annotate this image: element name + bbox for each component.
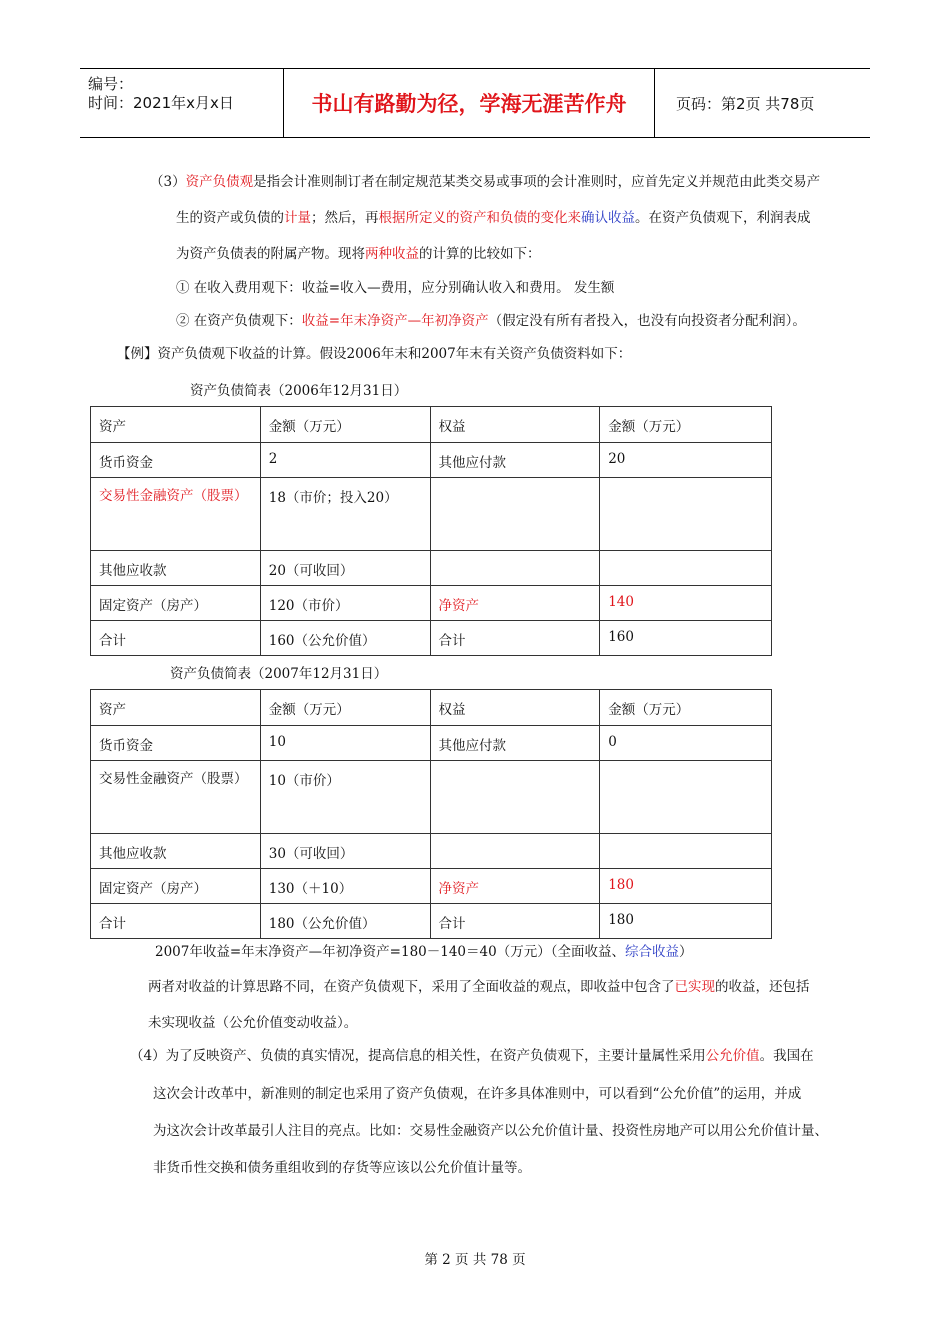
table-row: [91, 726, 772, 761]
table-cell: 净资产: [430, 869, 600, 904]
table-row: [91, 443, 772, 478]
example-text: 【例】资产负债观下收益的计算。假设2006年末和2007年末有关资产负债资料如下：: [117, 346, 632, 362]
table-cell: 2: [260, 443, 430, 478]
table-cell: [600, 761, 772, 834]
table-cell: 其他应收款: [91, 551, 261, 586]
table2-caption: 资产负债简表（2007年12月31日）: [170, 666, 388, 682]
table-cell: 交易性金融资产（股票）: [91, 478, 261, 551]
para3-line1-rest: 是指会计准则制订者在制定规范某类交易或事项的会计准则时，应首先定义并规范由此类交易产: [253, 174, 821, 190]
para3-line3-c: 的计算的比较如下：: [419, 246, 541, 262]
table-row: [91, 834, 772, 869]
table-row: [91, 904, 772, 939]
para3-item2-b: 收益=年末净资产—年初净资产: [301, 313, 489, 329]
para3-item2-c: （假定没有所有者投入，也没有向投资者分配利润）。: [488, 313, 806, 329]
table-header-cell: 金额（万元）: [260, 407, 430, 443]
table-cell: 其他应付款: [430, 726, 600, 761]
para3-item1: ① 在收入费用观下：收益=收入—费用，应分别确认收入和费用。 发生额: [176, 280, 615, 296]
para3-line2-b: 计量: [284, 210, 311, 226]
page-info-text: 页码：第2页 共78页: [676, 94, 815, 113]
table-cell: 货币资金: [91, 726, 261, 761]
para3-line2-f: 。在资产负债观下，利润表成: [635, 210, 811, 226]
para3-item2-a: ② 在资产负债观下：: [176, 313, 302, 329]
table-cell: 0: [600, 726, 772, 761]
table-cell: 160（公允价值）: [260, 621, 430, 656]
table-cell: [430, 834, 600, 869]
table-cell: 30（可收回）: [260, 834, 430, 869]
table-cell: 180: [600, 869, 772, 904]
balance-table-2006: [90, 406, 772, 656]
table-cell: [430, 761, 600, 834]
table-row: [91, 551, 772, 586]
table-cell: 合计: [91, 904, 261, 939]
para4-line1-c: 。我国在: [759, 1048, 814, 1064]
compare-line1-a: 两者对收益的计算思路不同，在资产负债观下，采用了全面收益的观点，即收益中包含了: [148, 979, 675, 995]
table-row: [91, 761, 772, 834]
table-cell: 固定资产（房产）: [91, 586, 261, 621]
table-cell: 10（市价）: [260, 761, 430, 834]
header-motto: 书山有路勤为径，学海无涯苦作舟: [284, 69, 655, 137]
para4-line1: [130, 1046, 814, 1066]
compare-line1: [148, 977, 810, 997]
para3-line3-a: 为资产负债表的附属产物。现将: [176, 246, 365, 262]
para3-item2: [176, 311, 806, 331]
table-header-cell: 权益: [430, 690, 600, 726]
table-cell: [600, 478, 772, 551]
para3-line2: [176, 208, 811, 228]
table-row: [91, 869, 772, 904]
table-cell: 货币资金: [91, 443, 261, 478]
table-cell: 120（市价）: [260, 586, 430, 621]
table1-caption: 资产负债简表（2006年12月31日）: [190, 383, 408, 399]
table-cell: 合计: [430, 904, 600, 939]
table-header-cell: 金额（万元）: [260, 690, 430, 726]
table-header-cell: 金额（万元）: [600, 690, 772, 726]
table-cell: 20（可收回）: [260, 551, 430, 586]
para3-line1: [150, 172, 820, 192]
para3-line3-b: 两种收益: [365, 246, 419, 262]
document-header: [80, 68, 870, 138]
para4-line4: 非货币性交换和债务重组收到的存货等应该以公允价值计量等。: [153, 1160, 531, 1176]
table-cell: 合计: [430, 621, 600, 656]
compare-line1-c: 的收益，还包括: [715, 979, 810, 995]
calc-blue: 综合收益: [624, 944, 679, 960]
table-cell: 20: [600, 443, 772, 478]
para3-line2-a: 生的资产或负债的: [176, 210, 284, 226]
table-cell: 合计: [91, 621, 261, 656]
table-cell: 固定资产（房产）: [91, 869, 261, 904]
para3-line2-c: ；然后，再: [311, 210, 379, 226]
table-row: [91, 478, 772, 551]
para4-line3: 为这次会计改革最引人注目的亮点。比如：交易性金融资产以公允价值计量、投资性房地产可以用公允价值计量、: [153, 1123, 828, 1139]
table-header-cell: 资产: [91, 407, 261, 443]
para3-line3: [176, 244, 541, 264]
table-cell: 180: [600, 904, 772, 939]
para3-term: 资产负债观: [185, 174, 254, 190]
table-row: [91, 621, 772, 656]
table-cell: [600, 551, 772, 586]
balance-table-2007: [90, 689, 772, 939]
para4-line1-a: （4）为了反映资产、负债的真实情况，提高信息的相关性，在资产负债观下，主要计量属性采用: [130, 1048, 706, 1064]
table-cell: 140: [600, 586, 772, 621]
para4-line2: 这次会计改革中，新准则的制定也采用了资产负债观，在许多具体准则中，可以看到“公允价值”的运用，并成: [153, 1086, 802, 1102]
compare-line2: 未实现收益（公允价值变动收益）。: [148, 1015, 358, 1031]
table-cell: [430, 551, 600, 586]
table-cell: 18（市价；投入20）: [260, 478, 430, 551]
table-cell: 其他应付款: [430, 443, 600, 478]
number-label: 编号：: [88, 75, 134, 93]
table-header-row: [91, 407, 772, 443]
table-cell: 10: [260, 726, 430, 761]
time-label: 时间：2021年x月x日: [88, 94, 234, 112]
table-header-cell: 资产: [91, 690, 261, 726]
page-footer: 第 2 页 共 78 页: [424, 1252, 526, 1268]
para3-prefix: （3）: [150, 174, 186, 190]
table-cell: [430, 478, 600, 551]
table-cell: 180（公允价值）: [260, 904, 430, 939]
para4-line1-b: 公允价值: [705, 1048, 760, 1064]
header-page-info: [664, 69, 870, 137]
calc-line: [155, 942, 692, 962]
table-cell: 净资产: [430, 586, 600, 621]
table-cell: 160: [600, 621, 772, 656]
para3-line2-e: 确认收益: [581, 210, 635, 226]
para3-line2-d: 根据所定义的资产和负债的变化来: [378, 210, 581, 226]
table-cell: 130（＋10）: [260, 869, 430, 904]
table-header-cell: 权益: [430, 407, 600, 443]
header-meta: [80, 69, 284, 137]
table-row: [91, 586, 772, 621]
table-header-cell: 金额（万元）: [600, 407, 772, 443]
compare-line1-b: 已实现: [674, 979, 715, 995]
table-cell: [600, 834, 772, 869]
table-cell: 其他应收款: [91, 834, 261, 869]
calc-text: 2007年收益=年末净资产—年初净资产=180－140＝40（万元）（全面收益、: [155, 944, 625, 960]
table-header-row: [91, 690, 772, 726]
table-cell: 交易性金融资产（股票）: [91, 761, 261, 834]
calc-end: ）: [678, 944, 693, 960]
